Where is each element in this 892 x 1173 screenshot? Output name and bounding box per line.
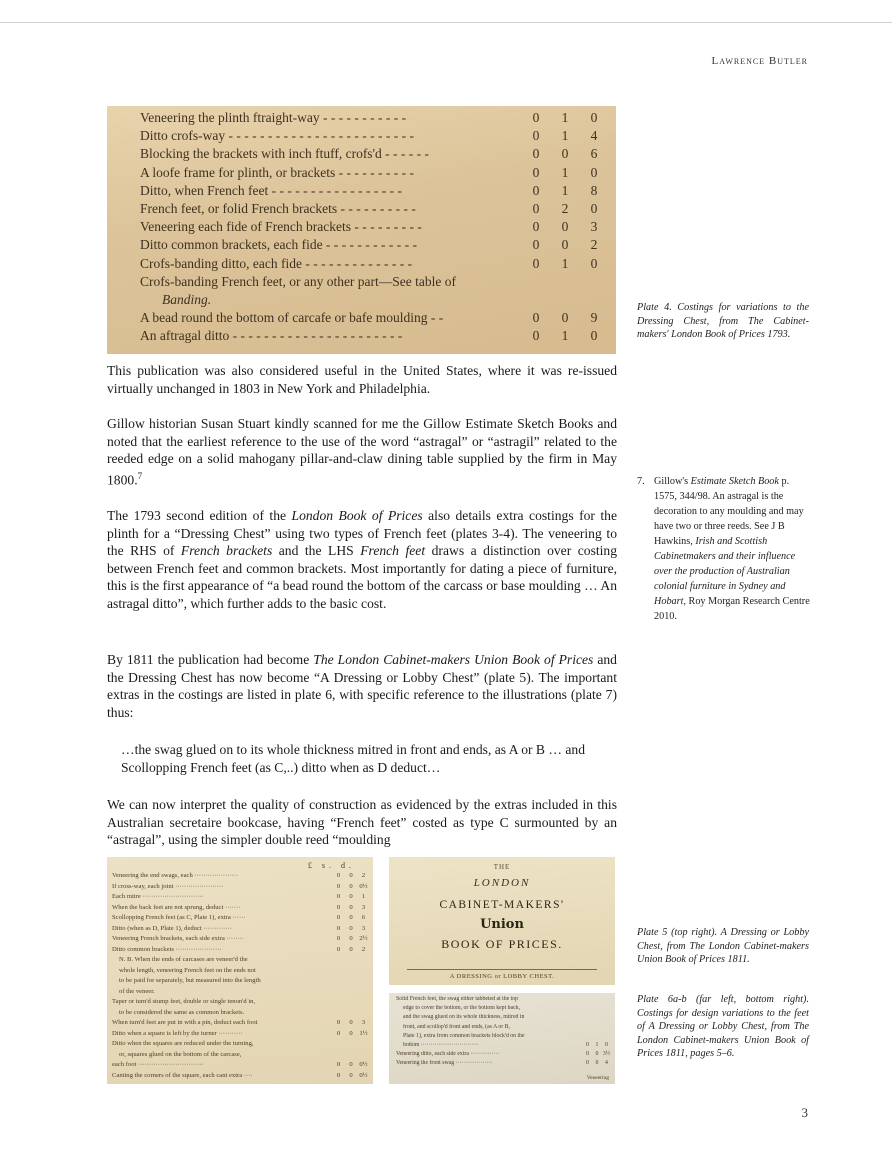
plate6a-row-label: Ditto (when as D, Plate 1), deduct ············· bbox=[112, 924, 232, 932]
plate4-row-label: Ditto crofs-way - - - - - - - - - - - - - - - - - - - - - - - - bbox=[140, 128, 414, 144]
plate6b-row-label: bottom ······························ bbox=[403, 1042, 479, 1048]
plate6a-amount-c bbox=[358, 967, 369, 975]
plate4-scan-row bbox=[162, 292, 604, 308]
plate6a-amount-c: 1 bbox=[361, 893, 366, 900]
plate6a-row-label: Scollopping French feet (as C, Plate 1), extra ······ bbox=[112, 914, 246, 921]
plate4-row-label: A loofe frame for plinth, or brackets - - - - - - - - - - bbox=[140, 164, 415, 180]
plate6b-amount-b: 0 bbox=[595, 1051, 599, 1058]
plate6b-amount-c bbox=[602, 1024, 611, 1031]
footnote-number: 7. bbox=[637, 476, 645, 487]
plate6a-amount-a: 0 bbox=[336, 1029, 341, 1037]
plate6b-row-label: front, and scollop'd front and ends, (as A or B, bbox=[403, 1023, 510, 1030]
plate6b-row-amount bbox=[583, 1024, 611, 1031]
plate6a-scan-row bbox=[119, 956, 369, 964]
plate4-amount-l: 0 bbox=[532, 182, 540, 198]
plate4-amount-d: 0 bbox=[590, 110, 598, 125]
plate6a-amount-a: 0 bbox=[336, 1019, 341, 1026]
page-number: 3 bbox=[801, 1105, 808, 1120]
plate6a-row-amount bbox=[333, 914, 369, 922]
plate6a-scan-row bbox=[112, 1040, 369, 1048]
plate6a-amount-a: 0 bbox=[336, 945, 341, 953]
plate4-amount-l: 0 bbox=[532, 237, 540, 253]
plate4-amount-d bbox=[584, 292, 604, 308]
plate6a-scan-row bbox=[112, 946, 369, 954]
plate4-amount-l: 0 bbox=[532, 164, 540, 180]
plate6b-scan-image bbox=[389, 993, 615, 1084]
plate6a-row-amount bbox=[333, 1040, 369, 1048]
plate6a-row-amount bbox=[333, 998, 369, 1006]
footnote-text: Gillow's Estimate Sketch Book p. 1575, 344/98. An astragal is the decoration to any moulding and may have two or three reeds. See J B Hawkins, Irish and Scottish Cabinetmakers and their influence over the production of Australian colonial furniture in Sydney and Hobart, Roy Morgan Research Centre 2010. bbox=[654, 476, 810, 622]
plate6a-row-amount bbox=[333, 1019, 369, 1027]
plate6a-amount-c: 3 bbox=[361, 903, 366, 911]
plate6a-amount-c: 6 bbox=[361, 914, 366, 921]
plate6a-amount-b bbox=[346, 1040, 357, 1048]
plate6a-row-amount bbox=[333, 1030, 369, 1038]
plate6a-currency-header: £ s. d. bbox=[307, 861, 355, 870]
plate6b-amount-c bbox=[602, 1033, 611, 1040]
plate6b-amount-b: 1 bbox=[595, 1042, 599, 1048]
plate6b-scan-row bbox=[396, 996, 611, 1003]
plate4-amount-l: 0 bbox=[532, 328, 540, 344]
plate4-amount-d: 3 bbox=[590, 219, 598, 235]
plate6a-amount-b: 0 bbox=[349, 893, 353, 900]
plate6b-amount-b bbox=[593, 1014, 602, 1021]
plate6a-amount-a: 0 bbox=[336, 935, 341, 942]
plate4-scan-row bbox=[140, 165, 604, 181]
plate6a-amount-a bbox=[333, 998, 344, 1006]
running-header: Lawrence Butler bbox=[711, 55, 808, 67]
header-rule bbox=[0, 22, 892, 23]
plate6b-amount-a bbox=[583, 1033, 592, 1040]
plate6a-row-amount bbox=[333, 1061, 369, 1069]
plate5-caption: Plate 5 (top right). A Dressing or Lobby Chest, from The London Cabinet-makers Union Book of Prices 1811. bbox=[637, 927, 809, 966]
plate6b-amount-c bbox=[602, 1014, 611, 1021]
plate6b-row-label: Veneering ditto, each side extra ··············· bbox=[396, 1051, 500, 1058]
plate6b-amount-a: 0 bbox=[586, 1042, 589, 1048]
plate6a-row-amount bbox=[333, 956, 369, 964]
plate6b-amount-a bbox=[583, 996, 592, 1003]
plate4-amount-s: 1 bbox=[561, 255, 569, 271]
plate6a-row-label: If cross-way, each joint ······················ bbox=[112, 882, 224, 890]
plate4-amount-l bbox=[526, 292, 546, 308]
plate6b-row-amount bbox=[583, 1060, 611, 1067]
plate6a-row-amount bbox=[333, 904, 369, 912]
plate4-scan-row bbox=[140, 328, 604, 344]
plate5-union: Union bbox=[480, 917, 524, 932]
plate4-amount-l: 0 bbox=[532, 310, 540, 326]
plate6b-scan-row bbox=[403, 1005, 611, 1012]
plate6a-scan-row bbox=[119, 988, 369, 996]
plate5-london: LONDON bbox=[473, 877, 531, 889]
plate4-amount-d: 0 bbox=[590, 328, 598, 344]
plate4-row-label: Ditto common brackets, each fide - - - - - - - - - - - - bbox=[140, 237, 418, 253]
plate6b-row-amount bbox=[583, 1042, 611, 1049]
plate6a-amount-b bbox=[346, 988, 357, 996]
plate4-row-amount bbox=[520, 165, 604, 181]
plate4-row-label: A bead round the bottom of carcafe or bafe moulding - - bbox=[140, 310, 444, 326]
plate4-amount-l: 0 bbox=[532, 201, 540, 216]
plate6a-row-label: to be paid for separately, but measured into the length bbox=[119, 977, 261, 984]
plate4-scan-row bbox=[140, 183, 604, 199]
plate5-scan-image bbox=[389, 857, 615, 985]
plate4-amount-d: 4 bbox=[590, 128, 598, 144]
plate5-cabinet-makers: CABINET-MAKERS' bbox=[439, 899, 565, 911]
plate5-book-of-prices: BOOK OF PRICES. bbox=[441, 937, 563, 951]
plate6a-row-amount bbox=[333, 925, 369, 933]
plate6a-row-amount bbox=[333, 872, 369, 880]
paragraph-2: Gillow historian Susan Stuart kindly scanned for me the Gillow Estimate Sketch Books and noted that the earliest reference to the use of the word “astragal” or “astragil” related to the reeded edge on a solid mahogany pillar-and-claw dining table supplied by the firm in May 1800.$^7$ bbox=[107, 416, 617, 488]
plate6a-row-label: Veneering the end swags, each ···················· bbox=[112, 872, 239, 879]
plate6a-amount-b: 0 bbox=[349, 1019, 353, 1026]
plate4-amount-l: 0 bbox=[532, 219, 540, 235]
plate6a-row-label: Ditto when the squares are reduced under the turning, bbox=[112, 1040, 254, 1047]
plate6a-amount-c bbox=[358, 1051, 369, 1059]
plate4-row-label: Ditto, when French feet - - - - - - - - - - - - - - - - - bbox=[140, 182, 403, 198]
plate6b-scan-row bbox=[403, 1014, 611, 1021]
paragraph-1: This publication was also considered useful in the United States, where it was re-issued virtually unchanged in 1803 in New York and Philadelphia. bbox=[107, 363, 617, 396]
plate4-scan-image bbox=[107, 106, 616, 354]
plate6b-row-amount bbox=[583, 1014, 611, 1021]
plate6a-scan-row bbox=[112, 872, 369, 880]
plate4-scan-row bbox=[140, 237, 604, 253]
plate6b-scan-row bbox=[403, 1042, 611, 1049]
plate6a-amount-c: 0½ bbox=[359, 1071, 368, 1079]
plate4-row-amount bbox=[520, 292, 604, 308]
plate6a-scan-image bbox=[107, 857, 373, 1084]
paragraph-5: We can now interpret the quality of construction as evidenced by the extras included in this Australian secretaire bookcase, having “French feet” costed as type C surmounted by an “astragal”, using the simpler double reed “moulding bbox=[107, 797, 617, 847]
plate4-row-amount bbox=[520, 219, 604, 235]
plate6a-amount-b: 0 bbox=[349, 914, 353, 921]
plate6b-scan-row bbox=[396, 1060, 611, 1067]
plate6a-amount-b bbox=[346, 998, 357, 1006]
plate6b-amount-a bbox=[583, 1014, 592, 1021]
plate6b-scan-row bbox=[396, 1051, 611, 1058]
plate6a-amount-a bbox=[333, 1009, 344, 1017]
plate4-amount-d: 0 bbox=[590, 164, 598, 180]
plate4-amount-d: 0 bbox=[590, 255, 598, 271]
plate4-scan-row bbox=[140, 110, 604, 126]
plate6a-amount-a: 0 bbox=[336, 1071, 341, 1079]
plate6a-amount-a: 0 bbox=[336, 914, 341, 921]
plate6b-row-label: and the swag glued on its whole thickness, mitred in bbox=[403, 1014, 525, 1021]
plate4-row-label: Crofs-banding ditto, each fide - - - - - - - - - - - - - - bbox=[140, 255, 413, 271]
plate5-subtitle: A DRESSING or LOBBY CHEST. bbox=[449, 973, 555, 980]
plate6b-row-label: Plate 1), extra from common brackets block'd on the bbox=[403, 1032, 525, 1039]
plate6a-amount-c bbox=[358, 998, 369, 1006]
plate5-the: THE bbox=[493, 863, 511, 871]
footnote-ref[interactable]: 7 bbox=[137, 470, 143, 481]
plate6a-amount-b: 0 bbox=[349, 872, 353, 879]
plate6b-row-label: Veneering the front swag ··················· bbox=[396, 1060, 493, 1067]
plate4-amount-s: 1 bbox=[561, 110, 569, 125]
plate6a-row-label: whole length, veneering French feet on the ends not bbox=[119, 966, 256, 974]
plate6a-scan-row bbox=[119, 967, 369, 975]
plate6b-row-amount bbox=[583, 1051, 611, 1058]
plate6b-catchword: Veneering bbox=[586, 1075, 609, 1081]
plate6a-amount-a: 0 bbox=[336, 924, 341, 932]
plate6b-row-label: edge to cover the bottom, or the bottom kept back, bbox=[403, 1005, 521, 1012]
plate6a-row-amount bbox=[333, 935, 369, 943]
plate6a-row-amount bbox=[333, 893, 369, 901]
plate6a-scan-row bbox=[119, 1051, 369, 1059]
plate6a-scan-row bbox=[119, 977, 369, 985]
plate6b-amount-c: 3½ bbox=[602, 1051, 611, 1058]
plate6a-row-label: Canting the corners of the square, each cant extra ···· bbox=[112, 1071, 253, 1079]
plate6a-amount-c bbox=[358, 988, 369, 996]
plate6a-row-amount bbox=[333, 1072, 369, 1080]
block-quote: …the swag glued on to its whole thickness mitred in front and ends, as A or B … and Scollopping French feet (as C,..) ditto when as D deduct… bbox=[121, 742, 586, 775]
plate4-row-amount bbox=[520, 201, 604, 217]
plate4-scan-row bbox=[140, 219, 604, 235]
plate6b-row-label: Solid French feet, the swag either tabbeted at the top bbox=[396, 996, 519, 1002]
plate4-row-amount bbox=[520, 183, 604, 199]
plate6a-row-label: or, squares glued on the bottom of the carcase, bbox=[119, 1050, 242, 1058]
plate6b-amount-c: 4 bbox=[605, 1060, 608, 1067]
plate6a-amount-c: 3 bbox=[361, 924, 366, 932]
plate6a-row-label: of the veneer. bbox=[119, 987, 155, 995]
plate6b-row-amount bbox=[583, 1033, 611, 1040]
plate4-row-label: French feet, or folid French brackets - - - - - - - - - - bbox=[140, 201, 416, 216]
paragraph-3: The 1793 second edition of the London Book of Prices also details extra costings for the plinth for a “Dressing Chest” using two types of French feet (plates 3-4). The veneering to the RHS of French brackets and the LHS French feet draws a distinction over costing between French feet and common brackets. Most importantly for dating a piece of furniture, this is the first appearance of “a bead round the bottom of the carcass or base moulding … An astragal ditto”, which further adds to the basic cost. bbox=[107, 508, 618, 611]
plate4-amount-s: 0 bbox=[561, 310, 569, 326]
plate6a-amount-b: 0 bbox=[349, 903, 353, 911]
plate6a-amount-b: 0 bbox=[349, 924, 353, 932]
plate6a-amount-a bbox=[333, 1040, 344, 1048]
plate6a-row-amount bbox=[333, 988, 369, 996]
plate4-caption: Plate 4. Costings for variations to the Dressing Chest, from The Cabinet-makers' London Book of Prices 1793. bbox=[637, 302, 809, 341]
plate6a-amount-c: 2 bbox=[361, 945, 366, 953]
plate4-row-label: An aftragal ditto - - - - - - - - - - - - - - - - - - - - - - bbox=[140, 328, 403, 344]
plate6a-scan-row bbox=[112, 935, 369, 943]
plate4-amount-s: 1 bbox=[561, 128, 569, 144]
plate6a-amount-c: 2 bbox=[361, 872, 366, 879]
plate6a-scan-row bbox=[112, 893, 369, 901]
plate4-amount-l: 0 bbox=[532, 128, 540, 144]
plate4-row-amount bbox=[520, 110, 604, 126]
plate4-row-label: Crofs-banding French feet, or any other part—See table of bbox=[140, 273, 457, 289]
plate4-amount-l: 0 bbox=[532, 146, 540, 162]
plate4-amount-s: 2 bbox=[561, 201, 569, 216]
plate4-row-amount bbox=[520, 274, 604, 290]
plate6a-scan-row bbox=[112, 1061, 369, 1069]
plate6b-amount-a bbox=[583, 1024, 592, 1031]
plate6b-amount-b: 0 bbox=[595, 1060, 599, 1067]
plate4-row-label: Blocking the brackets with inch ftuff, crofs'd - - - - - - bbox=[140, 146, 429, 162]
plate4-amount-l: 0 bbox=[532, 110, 540, 125]
plate6a-row-amount bbox=[333, 883, 369, 891]
plate4-amount-s bbox=[555, 292, 575, 308]
plate6b-amount-b bbox=[593, 1033, 602, 1040]
plate4-row-label: Veneering each fide of French brackets - - - - - - - - - bbox=[140, 219, 422, 235]
plate4-row-label: Veneering the plinth ftraight-way - - - - - - - - - - - bbox=[140, 110, 407, 125]
plate6a-amount-a bbox=[333, 956, 344, 964]
plate6a-scan-row bbox=[112, 998, 369, 1006]
plate6a-amount-a bbox=[333, 988, 344, 996]
plate6a-row-label: to be considered the same as common brackets. bbox=[119, 1008, 245, 1016]
plate4-amount-d: 9 bbox=[590, 310, 598, 326]
plate6a-amount-b bbox=[346, 977, 357, 985]
plate4-row-amount bbox=[520, 146, 604, 162]
plate6a-amount-c bbox=[358, 1009, 369, 1017]
plate4-row-amount bbox=[520, 237, 604, 253]
plate6a-amount-c: 0½ bbox=[359, 882, 368, 890]
plate4-amount-s: 1 bbox=[561, 182, 569, 198]
plate6b-amount-a: 0 bbox=[586, 1060, 589, 1067]
plate4-scan-row bbox=[140, 256, 604, 272]
plate4-amount-s: 1 bbox=[561, 328, 569, 344]
plate6a-amount-a bbox=[333, 967, 344, 975]
plate4-amount-d: 0 bbox=[590, 201, 598, 216]
plate6a-amount-a bbox=[333, 1051, 344, 1059]
plate6a-scan-row bbox=[112, 925, 369, 933]
plate6a-amount-b: 0 bbox=[349, 1061, 353, 1068]
plate6b-row-amount bbox=[583, 996, 611, 1003]
plate4-row-amount bbox=[520, 256, 604, 272]
plate4-amount-d: 2 bbox=[590, 237, 598, 253]
plate6b-amount-b bbox=[593, 996, 602, 1003]
plate4-row-amount bbox=[520, 128, 604, 144]
paragraph-4: By 1811 the publication had become The London Cabinet-makers Union Book of Prices and the Dressing Chest has now become “A Dressing or Lobby Chest” (plate 5). The important extras in the costings are listed in plate 6, with specific reference to the illustrations (plate 7) thus: bbox=[107, 652, 617, 720]
footnote-7 bbox=[637, 474, 812, 624]
plate5-rule bbox=[407, 969, 597, 970]
plate6a-amount-a: 0 bbox=[336, 882, 341, 890]
plate6a-scan-row bbox=[112, 883, 369, 891]
plate6a-row-label: N. B. When the ends of carcases are veneer'd the bbox=[119, 956, 248, 963]
plate6a-amount-c: 3 bbox=[361, 1019, 366, 1026]
plate4-amount-d: 6 bbox=[590, 146, 598, 162]
plate6a-amount-a: 0 bbox=[336, 872, 341, 879]
plate6a-scan-row bbox=[112, 914, 369, 922]
plate6a-scan-row bbox=[119, 1009, 369, 1017]
plate6a-amount-c: 2½ bbox=[359, 935, 368, 942]
plate6b-amount-b bbox=[593, 1005, 602, 1012]
plate6a-amount-b: 0 bbox=[349, 882, 353, 890]
plate6b-scan-row bbox=[403, 1033, 611, 1040]
plate6a-row-label: When turn'd feet are put in with a pin, deduct each foot bbox=[112, 1019, 258, 1026]
plate4-scan-row bbox=[140, 128, 604, 144]
plate6a-scan-row bbox=[112, 1019, 369, 1027]
plate4-amount-s: 0 bbox=[561, 219, 569, 235]
plate4-amount-l: 0 bbox=[532, 255, 540, 271]
plate6a-amount-b bbox=[346, 1009, 357, 1017]
plate6a-row-amount bbox=[333, 1009, 369, 1017]
plate6-caption: Plate 6a-b (far left, bottom right). Costings for design variations to the feet of A Dressing or Lobby Chest, from The London Cabinet-makers Union Book of Prices 1811, pages 5–6. bbox=[637, 994, 809, 1060]
plate6a-amount-a bbox=[333, 977, 344, 985]
plate6a-row-label: Ditto common brackets ····················· bbox=[112, 945, 222, 953]
plate4-amount-s bbox=[555, 274, 575, 290]
plate6b-amount-a: 0 bbox=[586, 1051, 589, 1058]
plate6b-amount-c: 0 bbox=[605, 1042, 608, 1048]
plate4-amount-s: 0 bbox=[561, 146, 569, 162]
plate6a-row-label: Each mitre ···························· bbox=[112, 893, 204, 900]
plate6a-row-amount bbox=[333, 977, 369, 985]
plate4-scan-row bbox=[140, 146, 604, 162]
plate6b-amount-c bbox=[602, 1005, 611, 1012]
plate6b-row-amount bbox=[583, 1005, 611, 1012]
plate4-amount-l bbox=[526, 274, 546, 290]
plate6a-amount-a: 0 bbox=[336, 893, 341, 900]
plate6a-scan-row bbox=[112, 904, 369, 912]
plate6a-scan-row bbox=[112, 1072, 369, 1080]
plate6a-amount-c: 1½ bbox=[359, 1029, 368, 1037]
plate4-amount-d bbox=[584, 274, 604, 290]
plate6a-amount-b bbox=[346, 956, 357, 964]
plate6a-row-amount bbox=[333, 1051, 369, 1059]
plate4-row-amount bbox=[520, 328, 604, 344]
plate6a-row-label: When the back feet are not sprung, deduct ······· bbox=[112, 903, 241, 911]
plate6a-amount-b: 0 bbox=[349, 935, 353, 942]
plate6a-amount-b: 0 bbox=[349, 945, 353, 953]
plate4-amount-d: 8 bbox=[590, 182, 598, 198]
plate6b-amount-c bbox=[602, 996, 611, 1003]
plate6a-scan-row bbox=[112, 1030, 369, 1038]
plate6a-row-label: Ditto when a square is left by the turner ··········· bbox=[112, 1029, 243, 1037]
plate6b-scan-row bbox=[403, 1024, 611, 1031]
plate6a-amount-c bbox=[358, 1040, 369, 1048]
plate6a-amount-c: 0½ bbox=[359, 1061, 368, 1068]
plate6a-amount-b bbox=[346, 1051, 357, 1059]
plate6a-amount-b bbox=[346, 967, 357, 975]
plate4-scan-row bbox=[140, 310, 604, 326]
plate4-amount-s: 0 bbox=[561, 237, 569, 253]
plate6a-row-label: Taper or turn'd stump feet, double or single tenon'd in, bbox=[112, 998, 256, 1005]
plate6a-amount-a: 0 bbox=[336, 903, 341, 911]
plate4-row-amount bbox=[520, 310, 604, 326]
plate6b-amount-a bbox=[583, 1005, 592, 1012]
plate6a-amount-b: 0 bbox=[349, 1029, 353, 1037]
plate6b-amount-b bbox=[593, 1024, 602, 1031]
plate6a-amount-a: 0 bbox=[336, 1061, 341, 1068]
plate6a-row-amount bbox=[333, 967, 369, 975]
plate6a-row-amount bbox=[333, 946, 369, 954]
plate6a-row-label: Veneering French brackets, each side extra ········ bbox=[112, 935, 244, 942]
plate4-row-label: Banding. bbox=[162, 292, 212, 307]
plate4-amount-s: 1 bbox=[561, 164, 569, 180]
plate6a-amount-b: 0 bbox=[349, 1071, 353, 1079]
plate6a-row-label: each foot ······························ bbox=[112, 1061, 204, 1068]
plate6a-amount-c bbox=[358, 956, 369, 964]
plate4-scan-row bbox=[140, 274, 604, 290]
plate6a-amount-c bbox=[358, 977, 369, 985]
plate4-scan-row bbox=[140, 201, 604, 217]
